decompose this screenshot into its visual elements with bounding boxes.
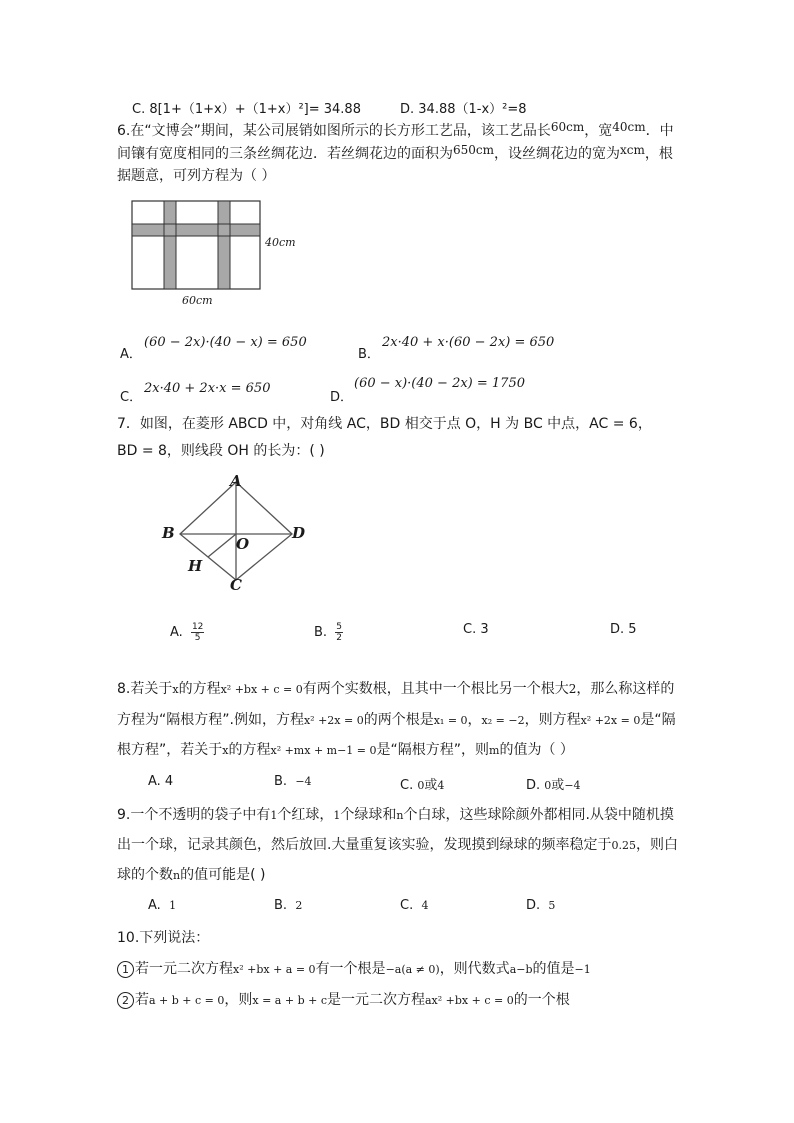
q7-vertex-b: B — [162, 524, 175, 542]
q8-option-d: D. 0或−4 — [526, 778, 581, 793]
q10-statement-1: 1 若一元二次方程x² +bx + a = 0有一个根是−a(a ≠ 0)，则代数式a−b的值是−1 — [117, 958, 591, 978]
q8-stem-line3: 根方程”，若关于x的方程x² +mx + m−1 = 0是“隔根方程”，则m的值为（ ） — [117, 742, 574, 758]
q8-option-c: C. 0或4 — [400, 778, 445, 793]
q9-stem-line1: 9.一个不透明的袋子中有1个红球，1个绿球和n个白球，这些球除颜外都相同.从袋中随机摸 — [117, 807, 674, 823]
q6-option-b-equation: 2x·40 + x·(60 − 2x) = 650 — [382, 335, 555, 350]
q6-option-a-equation: (60 − 2x)·(40 − x) = 650 — [144, 335, 307, 350]
q6-option-d-equation: (60 − x)·(40 − 2x) = 1750 — [354, 376, 525, 391]
q7-vertex-a: A — [230, 472, 242, 490]
q7-option-d: D. 5 — [610, 622, 637, 637]
q6-stem-line2: 间镶有宽度相同的三条丝绸花边．若丝绸花边的面积为650cm，设丝绸花边的宽为xcm，根 — [117, 143, 673, 162]
q10-title: 10.下列说法： — [117, 930, 210, 946]
q6-figure-width-label: 60cm — [182, 294, 213, 307]
q6-option-c-equation: 2x·40 + 2x·x = 650 — [144, 381, 271, 396]
q7-center-o: O — [236, 535, 250, 553]
q6-figure-height-label: 40cm — [265, 236, 296, 249]
q6-option-a-label: A． — [120, 347, 142, 362]
q7-option-a: A. $\frac{12}{5}$ — [170, 622, 204, 643]
circled-number-2: 2 — [117, 992, 134, 1009]
q7-stem-line1: 7．如图，在菱形 ABCD 中，对角线 AC，BD 相交于点 O，H 为 BC 中点，AC = 6， — [117, 416, 652, 432]
q6-stem-line3: 据题意，可列方程为（ ） — [117, 168, 276, 184]
q7-option-b: B. $\frac{5}{2}$ — [314, 622, 342, 643]
q7-vertex-c: C — [230, 576, 242, 594]
q8-option-b: B. −4 — [274, 774, 312, 789]
q7-stem-line2: BD = 8，则线段 OH 的长为：( ) — [117, 443, 325, 459]
q9-option-b: B. 2 — [274, 898, 303, 913]
q6-option-c-label: C． — [120, 390, 143, 405]
q5-option-d: D. 34.88（1-x）²=8 — [400, 102, 527, 117]
q9-option-a: A. 1 — [148, 898, 177, 913]
q9-stem-line3: 球的个数n的值可能是( ) — [117, 867, 266, 883]
q7-midpoint-h: H — [188, 557, 203, 575]
q5-option-c: C. 8[1+（1+x）+（1+x）²]= 34.88 — [132, 102, 361, 117]
q9-stem-line2: 出一个球，记录其颜色，然后放回.大量重复该实验，发现摸到绿球的频率稳定于0.25，则白 — [117, 837, 678, 853]
circled-number-1: 1 — [117, 961, 134, 978]
q8-stem-line2: 方程为“隔根方程”.例如，方程x² +2x = 0的两个根是x₁ = 0，x₂ = −2，则方程x² +2x = 0是“隔 — [117, 712, 676, 728]
q10-statement-2: 2 若a + b + c = 0，则x = a + b + c是一元二次方程ax² +bx + c = 0的一个根 — [117, 989, 570, 1009]
q6-option-b-label: B． — [358, 347, 380, 362]
q8-option-a: A. 4 — [148, 774, 174, 789]
q8-stem-line1: 8.若关于x的方程x² +bx + c = 0有两个实数根，且其中一个根比另一个根大2，那么称这样的 — [117, 681, 675, 697]
q7-vertex-d: D — [292, 524, 306, 542]
q9-option-d: D. 5 — [526, 898, 556, 913]
q6-stem-line1: 6.在“文博会”期间，某公司展销如图所示的长方形工艺品，该工艺品长60cm，宽40cm．中 — [117, 120, 674, 139]
q9-option-c: C. 4 — [400, 898, 429, 913]
q6-rectangle-figure — [130, 198, 310, 308]
q7-option-c: C. 3 — [463, 622, 489, 637]
q6-option-d-label: D． — [330, 390, 354, 405]
